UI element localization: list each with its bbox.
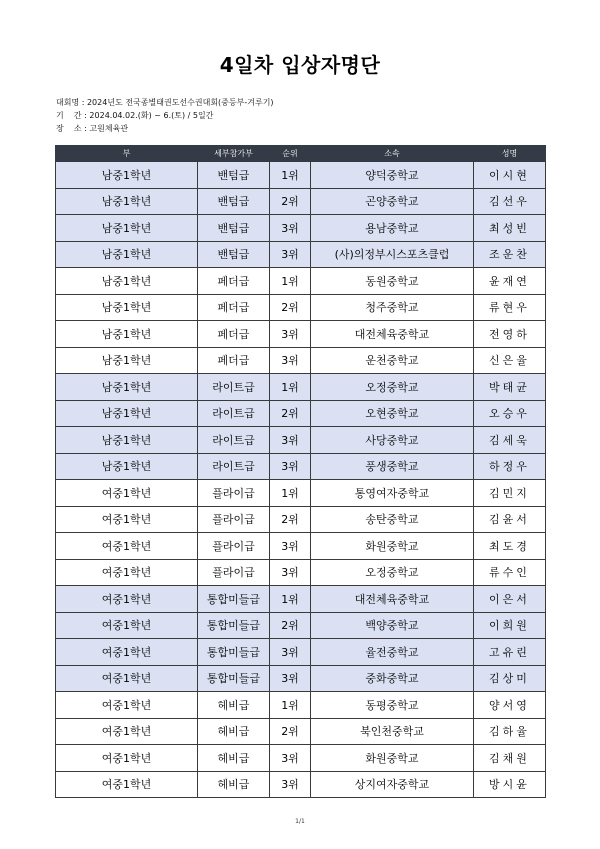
column-header-name: 성명 [474,146,546,162]
division-cell: 여중1학년 [56,533,198,560]
name-cell: 하정우 [474,453,546,480]
school-cell: 동원중학교 [311,268,474,295]
venue-value: 고원체육관 [89,124,129,133]
rank-cell: 1위 [270,268,311,295]
school-cell: 오현중학교 [311,400,474,427]
period-label: 기 간 [56,111,82,120]
column-header-school: 소속 [311,146,474,162]
rank-cell: 3위 [270,533,311,560]
school-cell: 양덕중학교 [311,162,474,189]
weight-class-cell: 밴텀급 [198,215,270,242]
table-row [56,692,546,719]
table-row [56,374,546,401]
division-cell: 여중1학년 [56,718,198,745]
name-cell: 전영하 [474,321,546,348]
division-cell: 여중1학년 [56,506,198,533]
rank-cell: 2위 [270,294,311,321]
name-cell: 이은서 [474,586,546,613]
name-cell: 오승우 [474,400,546,427]
page-number: 1/1 [295,818,305,825]
school-cell: 풍생중학교 [311,453,474,480]
table-row [56,453,546,480]
period-value: 2024.04.02.(화) ~ 6.(토) / 5일간 [89,111,214,120]
school-cell: 통영여자중학교 [311,480,474,507]
name-cell: 박태균 [474,374,546,401]
event-label: 대회명 [56,98,80,107]
school-cell: 중화중학교 [311,665,474,692]
division-cell: 남중1학년 [56,268,198,295]
rank-cell: 3위 [270,427,311,454]
rank-cell: 2위 [270,188,311,215]
table-row [56,480,546,507]
table-row [56,215,546,242]
rank-cell: 3위 [270,241,311,268]
weight-class-cell: 밴텀급 [198,188,270,215]
division-cell: 남중1학년 [56,453,198,480]
name-cell: 방시윤 [474,771,546,798]
weight-class-cell: 페더급 [198,321,270,348]
division-cell: 남중1학년 [56,427,198,454]
table-row [56,771,546,798]
division-cell: 남중1학년 [56,400,198,427]
table-row [56,347,546,374]
name-cell: 최성빈 [474,215,546,242]
table-header-row [56,146,546,162]
weight-class-cell: 라이트급 [198,453,270,480]
school-cell: 상지여자중학교 [311,771,474,798]
table-row [56,639,546,666]
rank-cell: 1위 [270,480,311,507]
name-cell: 양서영 [474,692,546,719]
division-cell: 남중1학년 [56,162,198,189]
division-cell: 남중1학년 [56,241,198,268]
table-row [56,162,546,189]
division-cell: 남중1학년 [56,188,198,215]
name-cell: 김선우 [474,188,546,215]
column-header-weight-class: 세부참가부 [198,146,270,162]
weight-class-cell: 플라이급 [198,480,270,507]
rank-cell: 2위 [270,506,311,533]
venue-info: 장 소 : 고원체육관 [56,124,129,133]
name-cell: 고유린 [474,639,546,666]
school-cell: 대전체육중학교 [311,586,474,613]
division-cell: 여중1학년 [56,559,198,586]
weight-class-cell: 헤비급 [198,718,270,745]
name-cell: 김세욱 [474,427,546,454]
rank-cell: 1위 [270,692,311,719]
rank-cell: 1위 [270,586,311,613]
table-row [56,188,546,215]
division-cell: 여중1학년 [56,692,198,719]
table-row [56,294,546,321]
weight-class-cell: 페더급 [198,268,270,295]
table-row [56,586,546,613]
division-cell: 여중1학년 [56,586,198,613]
school-cell: 오정중학교 [311,559,474,586]
name-cell: 김민지 [474,480,546,507]
table-row [56,241,546,268]
school-cell: 청주중학교 [311,294,474,321]
table-row [56,612,546,639]
rank-cell: 3위 [270,559,311,586]
weight-class-cell: 헤비급 [198,771,270,798]
division-cell: 남중1학년 [56,374,198,401]
weight-class-cell: 통합미들급 [198,639,270,666]
name-cell: 김채원 [474,745,546,772]
division-cell: 여중1학년 [56,612,198,639]
rank-cell: 3위 [270,347,311,374]
division-cell: 여중1학년 [56,480,198,507]
school-cell: 화원중학교 [311,533,474,560]
school-cell: 율전중학교 [311,639,474,666]
weight-class-cell: 페더급 [198,347,270,374]
name-cell: 신은율 [474,347,546,374]
school-cell: 오정중학교 [311,374,474,401]
division-cell: 여중1학년 [56,639,198,666]
table-row [56,718,546,745]
table-body [56,162,546,798]
weight-class-cell: 라이트급 [198,427,270,454]
weight-class-cell: 통합미들급 [198,665,270,692]
table-row [56,268,546,295]
name-cell: 윤재연 [474,268,546,295]
division-cell: 여중1학년 [56,745,198,772]
division-cell: 남중1학년 [56,294,198,321]
table-row [56,559,546,586]
school-cell: 송탄중학교 [311,506,474,533]
rank-cell: 1위 [270,162,311,189]
school-cell: 사당중학교 [311,427,474,454]
name-cell: 이희원 [474,612,546,639]
name-cell: 김하율 [474,718,546,745]
weight-class-cell: 통합미들급 [198,612,270,639]
division-cell: 남중1학년 [56,347,198,374]
weight-class-cell: 플라이급 [198,506,270,533]
rank-cell: 3위 [270,771,311,798]
school-cell: 대전체육중학교 [311,321,474,348]
division-cell: 여중1학년 [56,771,198,798]
table-row [56,427,546,454]
weight-class-cell: 페더급 [198,294,270,321]
rank-cell: 2위 [270,718,311,745]
table-row [56,400,546,427]
rank-cell: 3위 [270,453,311,480]
weight-class-cell: 라이트급 [198,400,270,427]
weight-class-cell: 헤비급 [198,692,270,719]
weight-class-cell: 플라이급 [198,533,270,560]
school-cell: 북인천중학교 [311,718,474,745]
school-cell: 백양중학교 [311,612,474,639]
name-cell: 김윤서 [474,506,546,533]
weight-class-cell: 플라이급 [198,559,270,586]
rank-cell: 1위 [270,374,311,401]
results-table [55,145,546,798]
weight-class-cell: 헤비급 [198,745,270,772]
period-info: 기 간 : 2024.04.02.(화) ~ 6.(토) / 5일간 [56,111,214,120]
name-cell: 이시현 [474,162,546,189]
school-cell: 화원중학교 [311,745,474,772]
column-header-division: 부 [56,146,198,162]
school-cell: 곤양중학교 [311,188,474,215]
school-cell: (사)의정부시스포츠클럽 [311,241,474,268]
rank-cell: 3위 [270,321,311,348]
school-cell: 용남중학교 [311,215,474,242]
school-cell: 운천중학교 [311,347,474,374]
division-cell: 남중1학년 [56,215,198,242]
rank-cell: 3위 [270,215,311,242]
name-cell: 최도경 [474,533,546,560]
name-cell: 류수인 [474,559,546,586]
table-row [56,506,546,533]
weight-class-cell: 밴텀급 [198,241,270,268]
column-header-rank: 순위 [270,146,311,162]
name-cell: 류현우 [474,294,546,321]
name-cell: 조운찬 [474,241,546,268]
page-title: 4일차 입상자명단 [219,53,381,77]
rank-cell: 3위 [270,639,311,666]
rank-cell: 3위 [270,745,311,772]
table-row [56,745,546,772]
division-cell: 남중1학년 [56,321,198,348]
rank-cell: 2위 [270,612,311,639]
event-name: 2024년도 전국종별태권도선수권대회(중등부-겨루기) [86,98,274,107]
table-row [56,665,546,692]
rank-cell: 3위 [270,665,311,692]
weight-class-cell: 밴텀급 [198,162,270,189]
weight-class-cell: 라이트급 [198,374,270,401]
venue-label: 장 소 [56,124,82,133]
name-cell: 김상미 [474,665,546,692]
school-cell: 동평중학교 [311,692,474,719]
table-row [56,533,546,560]
event-info: 대회명 : 2024년도 전국종별태권도선수권대회(중등부-겨루기) [56,98,274,107]
division-cell: 여중1학년 [56,665,198,692]
table-row [56,321,546,348]
rank-cell: 2위 [270,400,311,427]
weight-class-cell: 통합미들급 [198,586,270,613]
